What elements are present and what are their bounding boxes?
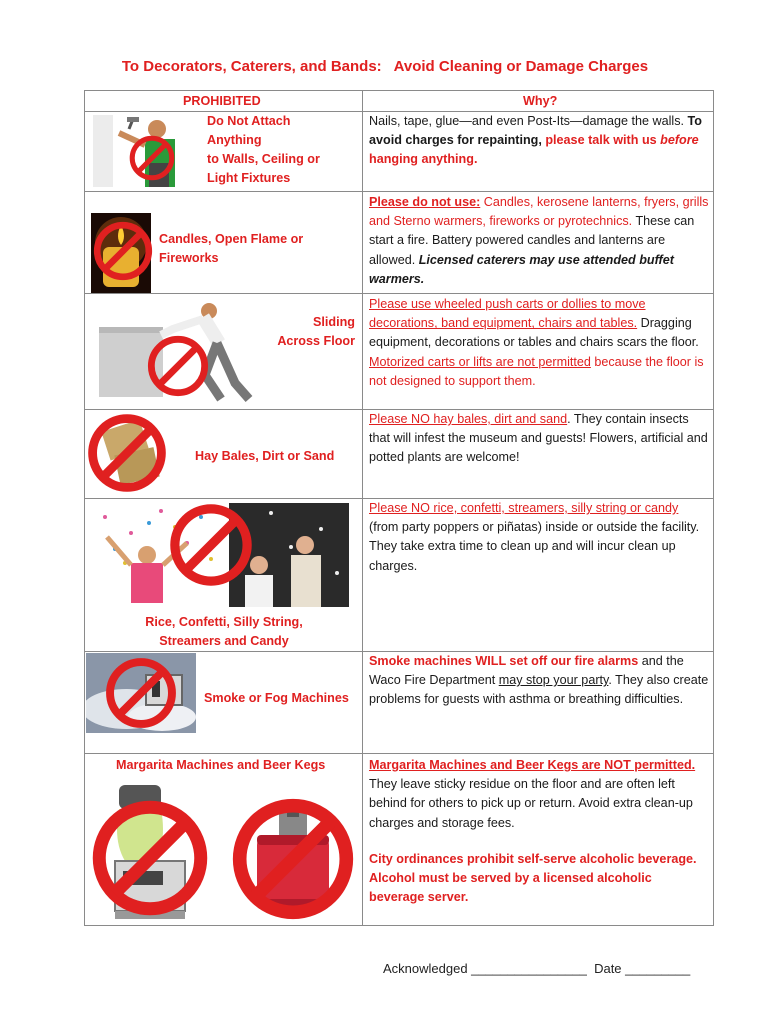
- prohibited-sign-icon: [231, 797, 355, 921]
- label-confetti: Rice, Confetti, Silly String, Streamers and Candy: [145, 615, 303, 648]
- prohibited-sign-icon: [93, 221, 153, 281]
- label-margarita: Margarita Machines and Beer Kegs: [116, 758, 326, 772]
- acknowledgement-line: Acknowledged ________________ Date _________: [383, 961, 691, 976]
- why-sliding: Please use wheeled push carts or dollies to move decorations, band equipment, chairs and tables. Dragging equipment, decorations or tables and chairs scars the floor. Motorized carts or lifts are not permitted because the floor is not designed to support them.: [369, 297, 704, 388]
- prohibited-sign-icon: [147, 335, 209, 397]
- prohibited-sign-icon: [105, 657, 177, 729]
- label-hay: Hay Bales, Dirt or Sand: [195, 449, 335, 463]
- rules-table: [84, 90, 714, 926]
- why-candles: Please do not use: Candles, kerosene lanterns, fryers, grills and Sterno warmers, fireworks or pyrotechnics. These can start a fire. Battery powered candles and lanterns are allowed. Licensed caterers may use attended buffet warmers.: [369, 195, 709, 286]
- prohibited-sign-icon: [87, 413, 167, 493]
- why-smoke: Smoke machines WILL set off our fire alarms and the Waco Fire Department may stop your party. They also create problems for guests with asthma or breathing difficulties.: [369, 654, 709, 707]
- prohibited-sign-icon: [91, 799, 209, 917]
- header-prohibited: PROHIBITED: [183, 94, 261, 108]
- why-hay: Please NO hay bales, dirt and sand. They contain insects that will infest the museum and guests! Flowers, artificial and potted plants are welcome!: [369, 412, 708, 465]
- alcohol-ordinance-note: City ordinances prohibit self-serve alcoholic beverage. Alcohol must be served by a licensed alcoholic beverage server.: [369, 851, 697, 905]
- prohibited-sign-icon: [129, 135, 175, 181]
- column-divider: [362, 91, 363, 925]
- label-walls: Do Not Attach Anything to Walls, Ceiling or Light Fixtures: [207, 114, 320, 185]
- prohibited-sign-icon: [169, 503, 253, 587]
- row-divider: [85, 293, 713, 294]
- label-smoke: Smoke or Fog Machines: [204, 691, 349, 705]
- why-confetti: Please NO rice, confetti, streamers, silly string or candy (from party poppers or piñatas) inside or outside the facility. They take extra time to clean up and will incur clean up charges.: [369, 501, 700, 573]
- why-margarita: Margarita Machines and Beer Kegs are NOT permitted. They leave sticky residue on the floor and are often left behind for others to pick up or return. Avoid extra clean-up charges and storage fees. City ordinances prohibit self-serve alcoholic beverage. Alcohol must be served by a licensed alcoholic beverage server.: [369, 756, 709, 907]
- why-walls: Nails, tape, glue—and even Post-Its—damage the walls. To avoid charges for repainting, please talk with us before hanging anything.: [369, 114, 702, 167]
- header-why: Why?: [523, 94, 558, 108]
- page-title: To Decorators, Caterers, and Bands: Avoid Cleaning or Damage Charges: [121, 58, 649, 75]
- row-divider: [85, 753, 713, 754]
- label-sliding: Sliding Across Floor: [277, 315, 355, 348]
- label-candles: Candles, Open Flame or Fireworks: [159, 232, 304, 265]
